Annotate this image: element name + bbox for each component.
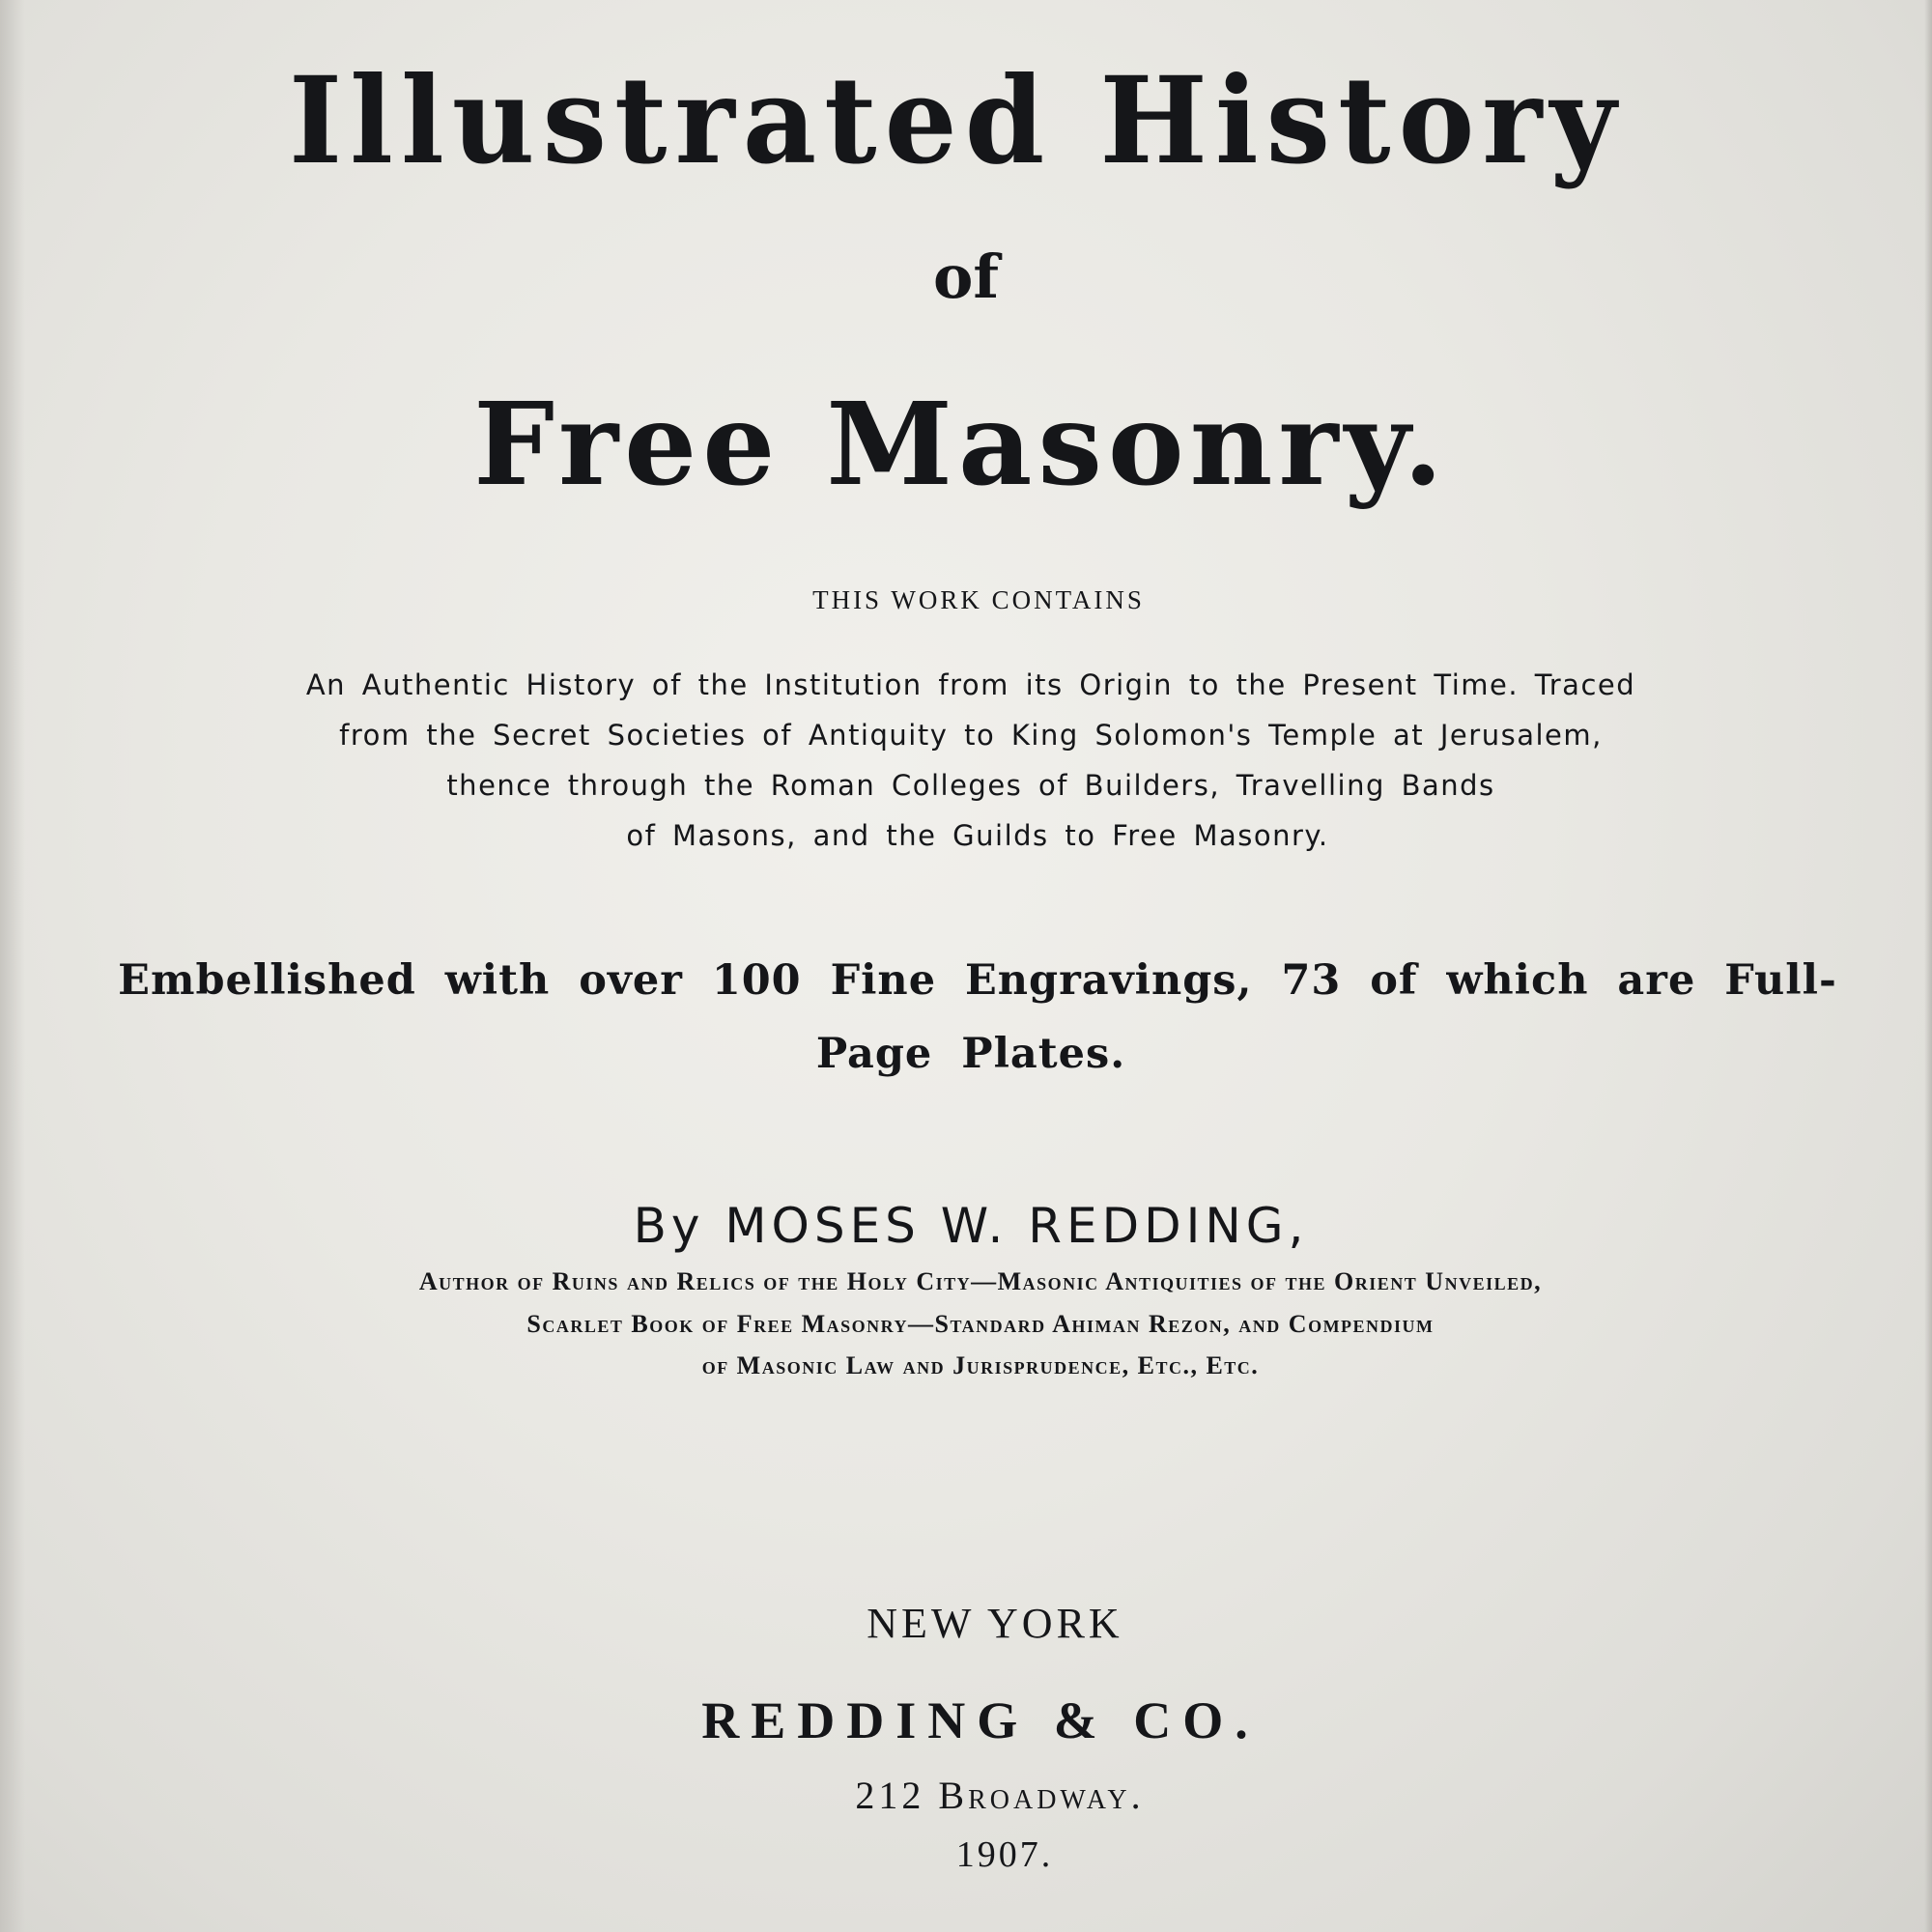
description-line: of Masons, and the Guilds to Free Masonry. (626, 819, 1329, 852)
engravings-note: Embellished with over 100 Fine Engravings, 73 of which are Full- (118, 956, 1837, 1005)
description-line: from the Secret Societies of Antiquity to King Solomon's Temple at Jerusalem, (339, 719, 1603, 752)
author-credits-line: Author of Ruins and Relics of the Holy City—Masonic Antiquities of the Orient Unveiled, (418, 1267, 1543, 1295)
title-connector: of (932, 242, 1000, 312)
contents-heading: THIS WORK CONTAINS (812, 585, 1145, 614)
publisher-address: 212 Broadway. (855, 1774, 1145, 1817)
author-credits-line: of Masonic Law and Jurisprudence, Etc., Etc. (701, 1351, 1260, 1379)
author-name: By MOSES W. REDDING, (633, 1198, 1309, 1254)
publisher-name: REDDING & CO. (701, 1691, 1260, 1749)
description-line: thence through the Roman Colleges of Builders, Travelling Bands (446, 769, 1495, 802)
description-line: An Authentic History of the Institution from its Origin to the Present Time. Traced (305, 668, 1636, 701)
book-subtitle: Free Masonry. (473, 377, 1449, 511)
book-title: Illustrated History (288, 49, 1625, 191)
engravings-note: Page Plates. (815, 1030, 1126, 1078)
publication-city: NEW YORK (867, 1600, 1123, 1647)
publication-year: 1907. (955, 1834, 1054, 1875)
author-credits-line: Scarlet Book of Free Masonry—Standard Ahiman Rezon, and Compendium (526, 1310, 1435, 1338)
